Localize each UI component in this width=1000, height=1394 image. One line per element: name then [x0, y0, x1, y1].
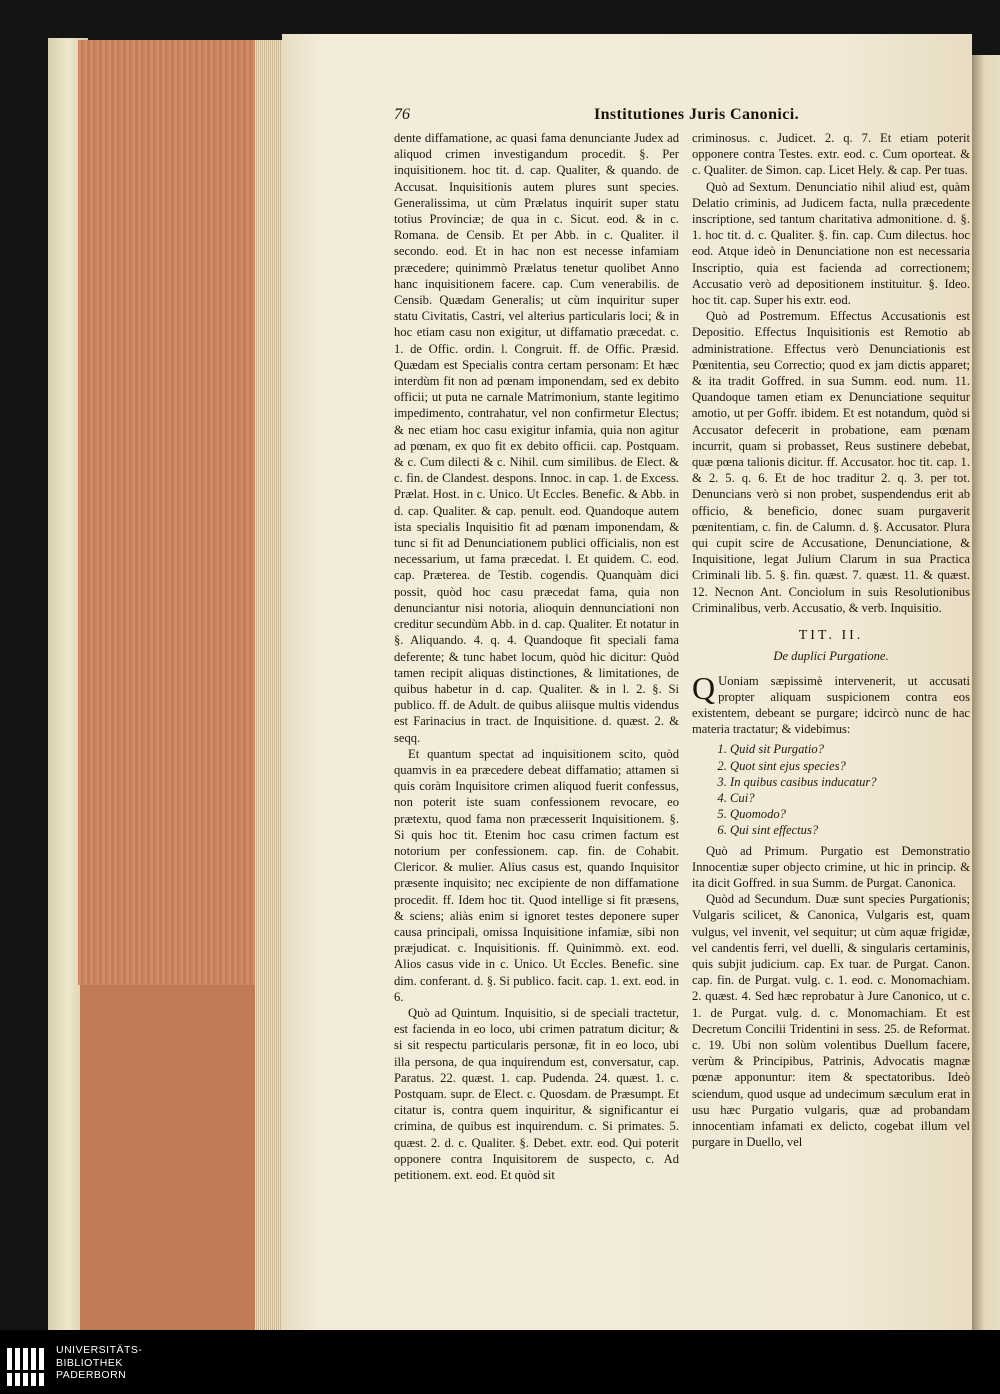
- left-column: [394, 130, 679, 1183]
- facing-page-edge: [972, 55, 1000, 1330]
- question-item: 6. Qui sint effectus?: [730, 822, 970, 838]
- library-name: [56, 1344, 142, 1382]
- library-footer: [0, 1330, 1000, 1394]
- book-fore-edge-lower: [80, 985, 280, 1330]
- question-item: 4. Cui?: [730, 790, 970, 806]
- page-number: 76: [394, 106, 410, 123]
- question-item: 2. Quot sint ejus species?: [730, 758, 970, 774]
- book-page: [282, 34, 972, 1330]
- running-title: Institutiones Juris Canonici.: [594, 106, 799, 123]
- question-list: [692, 741, 970, 838]
- intro-paragraph: [692, 669, 970, 738]
- left-paragraph: Quò ad Quintum. Inquisitio, si de speciali tractetur, est facienda in eo loco, ubi crimen patratum dicitur; & si sit respectu particularis personæ, fit in eo loco, ubi illa persona, de qua inquirendum est, conversatur, cap. Paratus. 22. quæst. 1. cap. Pudenda. 24. quæst. 1. c. Postquam. supr. de Elect. c. Quosdam. de Præsumpt. Et citatur is, contra quem inquiritur, & significantur ei crimina, de quibus est inquirendum. c. Si primates. 5. quæst. 2. d. c. Qualiter. §. Debet. extr. eod. Qui poterit opponere contra Inquisitorem de suspecto, c. Ad petitionem. ext. eod. Et quòd sit: [394, 1005, 679, 1182]
- library-logo-icon: [6, 1344, 48, 1390]
- left-paragraph: dente diffamatione, ac quasi fama denunciante Judex ad aliquod crimen investigandum procedit. §. Per inquisitionem. hoc tit. d. cap. Qualiter, & quando. de Accusat. Inquisitionis autem plures sunt species. Generalissima, ut cùm Prælatus inquirit super statu totius Provinciæ; de qua in c. Sicut. eod. & in c. Romana. de Censib. Et per Abb. in c. Qualiter. il secondo. eod. Et in hac non est necesse infamiam præcedere; quinimmò Prælatus tenetur quolibet Anno hanc inquisitionem facere. cap. Cum venerabilis. de Censib. Quædam Generalis; ut cùm inquiritur super statu Civitatis, Castri, vel alterius particularis loci; & in hoc etiam casu non exigitur, ut diffamatio præcedat. c. 1. de Offic. ordin. l. Congruit. ff. de Offic. Præsid. Quædam est Specialis contra certam personam: Et hæc interdùm fit non ad pœnam imponendam, sed ex debito officii; ut puta ne carnale Matrimonium, stante legitimo impedimento, contrahatur, vel non confirmetur Electus; & nec etiam hoc casu exigitur infamia, quia non agitur ad pœnam, ex quo fit ex debito officii. cap. Postquam. & c. Cum dilecti & c. Nihil. cum similibus. de Elect. & c. fin. de Clandest. despons. Innoc. in cap. 1. de Excess. Prælat. Host. in c. Unico. Ut Eccles. Benefic. & Abb. in d. cap. Qualiter. & cap. penult. eod. Quandoque autem ista specialis Inquisitio fit ad pœnam imponendam, & tunc si fit ad Denunciationem publici officialis, non est necessarium, ut fama præcedat. l. Et quidem. C. eod. cap. Præterea. de Testib. cogendis. Quanquàm dici possit, quòd hoc casu præcedat fama, quia non denunciantur nisi notoria, alioquin dennunciationi non creditur secundùm Abb. in d. cap. Qualiter. Et notatur in §. Aliquando. 4. q. 4. Quandoque fit speciali fama deferente; & tunc habet locum, quòd hic dicitur: Quòd tamen recipit aliquas distinctiones, & limitationes, de quibus habetur in d. cap. Qualiter. & in l. 2. §. Si publico. ff. de Adult. de quibus aliisque multis videndus est Farinacius in tract. de Inquisitione. d. quæst. 2. & seqq.: [394, 131, 679, 745]
- right-paragraph: Quò ad Postremum. Effectus Accusationis est Depositio. Effectus Inquisitionis est Remotio ab administratione. Effectus verò Denunciationis est Pœnitentia, seu Correctio; quod ex jam dictis apparet; & ita tradit Goffred. in sua Summ. eod. num. 11. Quandoque tamen etiam ex Denunciatione sequitur amotio, ut per Goffr. ibidem. Et est notandum, quòd si Accusator defecerit in probatione, eam pœnam incurrit, quam si probasset, Reus sustinere debebat, quæ pœna talionis dicitur. ff. Accusator. hoc tit. cap. 1. & 2. 5. q. 6. Et de hoc traditur 2. q. 3. per tot. Denuncians verò si non probet, suspendendus erit ab officio, & beneficio, donec suam purgaverit pœnitentiam, c. fin. de Calumn. d. §. Accusator. Plura qui cupit scire de Accusatione, Denunciatione, & Inquisitione, legat Julium Clarum in sua Practica Criminali lib. 5. §. fin. quæst. 7. quæst. 11. & quæst. 12. Necnon Ant. Conciolum in suis Resolutionibus Criminalibus, verb. Accusatio, & verb. Inquisitio.: [692, 309, 970, 615]
- title-heading: TIT. II.: [798, 628, 864, 644]
- right-paragraph: Quò ad Sextum. Denunciatio nihil aliud est, quàm Delatio criminis, ad Judicem facta, nulla præcedente inscriptione, sed tantum charitativa admonitione. d. §. 1. hoc tit. d. c. Qualiter. §. fin. cap. Cum dilectus. hoc eod. Atque ideò in Denunciatione non est necessaria Inscriptio, quia est facienda ad correctionem; Accusatio verò ad depositionem instituitur. §. Ideo. hoc tit. cap. Super his extr. eod.: [692, 179, 970, 308]
- intro-text: Uoniam sæpissimè intervenerit, ut accusati propter aliquam suspicionem contra eos existentem, debeant se purgare; idcircò nunc de hac materia tractatur; & videbimus:: [692, 673, 970, 737]
- title-subheading: De duplici Purgatione.: [773, 649, 889, 664]
- question-item: 5. Quomodo?: [730, 806, 970, 822]
- right-paragraph: Quòd ad Secundum. Duæ sunt species Purgationis; Vulgaris scilicet, & Canonica, Vulgaris est, quam vulgus, vel invenit, vel sequitur; ut cùm aquæ frigidæ, vel candentis ferri, vel duelli, & singularis certaminis, quis subjit judicium. cap. Ex tuar. de Purgat. Canon. cap. fin. de Purgat. vulg. c. 1. eod. c. Monomachiam. 2. quæst. 4. Sed hæc reprobatur à Jure Canonico, ut c. 1. de Purgat. vulg. d. c. Monomachiam. Et est Decretum Concilii Tridentini in sess. 25. de Reformat. c. 19. Ubi non solùm volentibus Duellum facere, verùm & Principibus, Patrinis, Advocatis magnæ pœnæ apponuntur: item & spectatoribus. Ideò sciendum, quod usque ad undecimum sæculum erat in usu hæc Purgatio vulgaris, quæ ad probandam innocentiam infamati ex delicto, cogebat illum vel purgare in Duello, vel: [692, 892, 970, 1150]
- library-name-line: UNIVERSITÄTS-: [56, 1344, 143, 1356]
- right-paragraph: criminosus. c. Judicet. 2. q. 7. Et etiam poterit opponere contra Testes. extr. eod. c. Cum oporteat. & c. Qualiter. de Simon. cap. Licet Hely. & cap. Per tuas.: [692, 131, 970, 178]
- left-paragraph: Et quantum spectat ad inquisitionem scito, quòd quamvis in ea præcedere debeat diffamatio; attamen si quis coràm Inquisitore crimen aliquod fuerit confessus, non poterit iste suam confessionem revocare, eo prætextu, quod fama non præcesserit Inquisitionem. §. Si quis hoc tit. Etenim hoc casu crimen factum est notorium per confessionem. cap. fin. de Cohabit. Clericor. & mulier. Alius casus est, quando Inquisitor præsente inquisito; nec excipiente de non diffamatione procedit. ff. Idem hoc tit. Quod intellige si fit præsens, & sciens; aliàs enim si ignoret testes deponere super causa principali, omissa Inquisitione infamiæ, sibi non præjudicat. c. Inquisitionis. ff. Quinimmò. ext. eod. Alios casus vide in c. Unico. Ut Eccles. Benefic. sine dim. conferant. d. §. Si publico. facit. cap. 1. ext. eod. in 6.: [394, 746, 679, 1004]
- right-column: [692, 130, 970, 1150]
- library-name-line: BIBLIOTHEK: [56, 1356, 123, 1369]
- running-head: [394, 106, 924, 130]
- drop-cap: Q: [692, 669, 716, 706]
- question-item: 1. Quid sit Purgatio?: [730, 741, 970, 757]
- library-name-line: PADERBORN: [56, 1369, 127, 1381]
- question-item: 3. In quibus casibus inducatur?: [730, 774, 970, 790]
- book-fore-edge: [78, 40, 278, 985]
- right-paragraph: Quò ad Primum. Purgatio est Demonstratio Innocentiæ super objecto crimine, ut hic in princip. & ita dicit Goffred. in sua Summ. de Purgat. Canonica.: [692, 843, 970, 890]
